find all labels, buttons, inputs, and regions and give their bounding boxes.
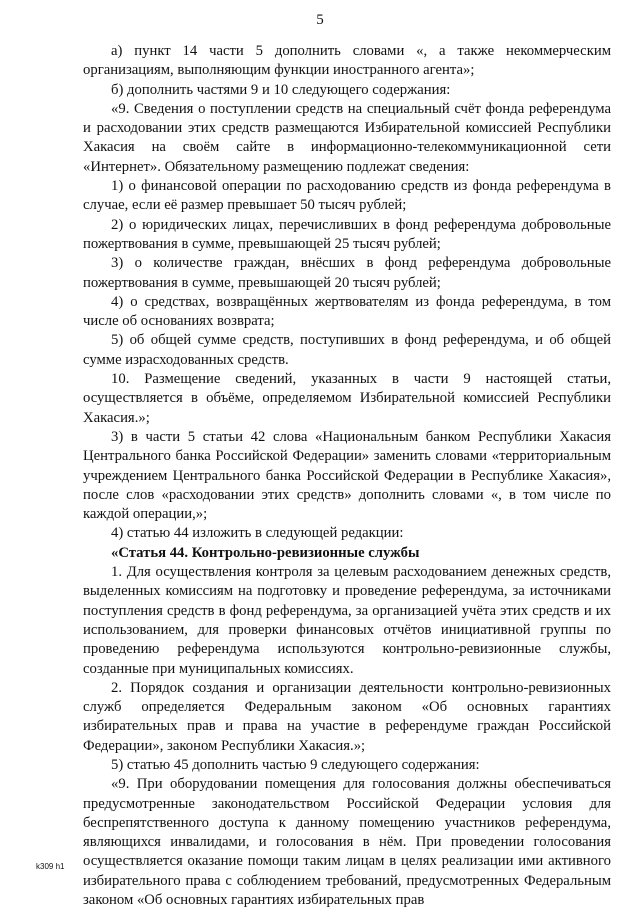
page-number: 5 <box>316 12 324 28</box>
paragraph-article-45-part-9: «9. При оборудовании помещения для голосования должны обеспечиваться предусмотренные законодательством Российской Федерации условия для беспрепятственного доступа к данному помещению участников референдума, являющихся инвалидами, и голосования в нём. При проведении голосования осуществляется оказание помощи таким лицам в целях реализации ими активного избирательного права с соблюдением требований, предусмотренных Федеральным законом «Об основных гарантиях избирательных прав <box>83 776 611 909</box>
paragraph-amendment-b: б) дополнить частями 9 и 10 следующего содержания: <box>111 81 451 98</box>
article-44-heading: «Статья 44. Контрольно-ревизионные службы <box>111 544 420 561</box>
paragraph-article-44-part-1: 1. Для осуществления контроля за целевым расходованием денежных средств, выделенных комиссиям на подготовку и проведение референдума, за источниками поступления средств в фонд референдума, за организацией учёта этих средств и их использованием, для проверки финансовых отчётов инициативной группы по проведению референдума используются контрольно-ревизионные службы, созданные при муниципальных комиссиях. <box>83 564 611 677</box>
paragraph-amendment-4: 4) статью 44 изложить в следующей редакции: <box>111 525 404 542</box>
footer-document-code: k309 h1 <box>36 862 65 871</box>
paragraph-amendment-a: а) пункт 14 части 5 дополнить словами «, а также некоммерческим организациям, выполняющим функции иностранного агента»; <box>83 43 611 79</box>
paragraph-item-1: 1) о финансовой операции по расходованию средств из фонда референдума в случае, если её размер превышает 50 тысяч рублей; <box>83 178 611 214</box>
paragraph-item-2: 2) о юридических лицах, перечисливших в фонд референдума добровольные пожертвования в сумме, превышающей 25 тысяч рублей; <box>83 216 611 252</box>
paragraph-amendment-3: 3) в части 5 статьи 42 слова «Национальным банком Республики Хакасия Центрального банка Российской Федерации» заменить словами «территориальным учреждением Центрального банка Российской Федерации в Республике Хакасия», после слов «расходовании этих средств» дополнить словами «, в том числе по каждой операции,»; <box>83 428 611 523</box>
paragraph-article-44-part-2: 2. Порядок создания и организации деятельности контрольно-ревизионных служб определяется Федеральным законом «Об основных гарантиях избирательных прав и права на участие в референдуме граждан Российской Федерации», законом Республики Хакасия.»; <box>83 679 611 754</box>
paragraph-item-4: 4) о средствах, возвращённых жертвователям из фонда референдума, в том числе об основаниях возврата; <box>83 293 611 330</box>
paragraph-part-9: «9. Сведения о поступлении средств на специальный счёт фонда референдума и расходовании этих средств размещаются Избирательной комиссией Республики Хакасия на своём сайте в информационно-телекоммуникационной сети «Интернет». Обязательному размещению подлежат сведения: <box>83 100 611 175</box>
document-body <box>83 42 611 910</box>
paragraph-item-3: 3) о количестве граждан, внёсших в фонд референдума добровольные пожертвования в сумме, превышающей 20 тысяч рублей; <box>83 255 611 291</box>
paragraph-item-5: 5) об общей сумме средств, поступивших в фонд референдума, и об общей сумме израсходованных средств. <box>83 332 611 368</box>
paragraph-amendment-5: 5) статью 45 дополнить частью 9 следующего содержания: <box>111 756 480 773</box>
paragraph-part-10: 10. Размещение сведений, указанных в части 9 настоящей статьи, осуществляется в объёме, определяемом Избирательной комиссией Республики Хакасия.»; <box>83 371 611 426</box>
